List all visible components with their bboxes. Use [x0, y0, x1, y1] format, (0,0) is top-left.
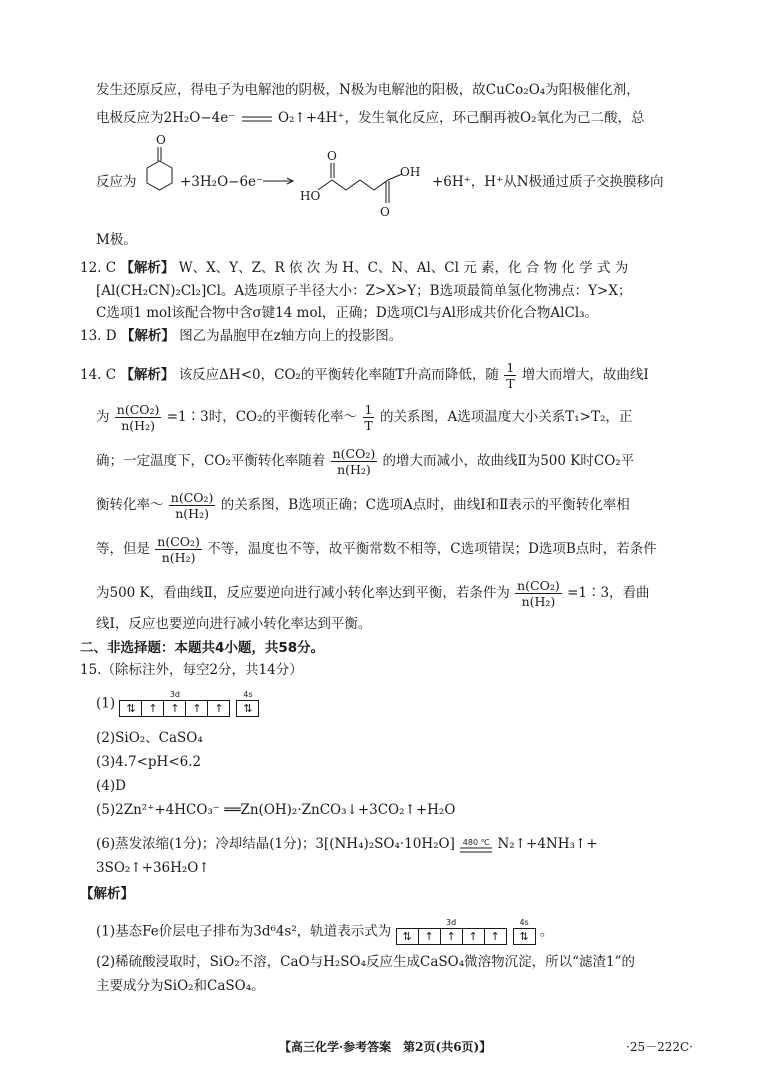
equals-arrow-icon — [459, 847, 493, 854]
text-line: 主要成分为SiO₂和CaSO₄。 — [96, 978, 265, 994]
orbital-diagram: 3d ⇅ ↑ ↑ ↑ ↑ 4s ⇅ — [119, 690, 259, 717]
answer-6: (6)蒸发浓缩(1分)；冷却结晶(1分)；3[(NH₄)₂SO₄·10H₂O] 480 ℃ N₂↑+4NH₃↑+ — [96, 836, 598, 852]
svg-text:O: O — [156, 134, 166, 147]
question-14: 14. C 【解析】 该反应ΔH<0，CO₂的平衡转化率随T升高而降低，随 $\frac{1}{T}$ 增大而增大，故曲线Ⅰ — [80, 360, 649, 391]
answer-3: (3)4.7<pH<6.2 — [96, 754, 202, 770]
orbital-box: ↑ — [419, 929, 441, 944]
question-13: 13. D 【解析】 图乙为晶胞甲在z轴方向上的投影图。 — [80, 328, 403, 344]
text-line: 确；一定温度下，CO₂平衡转化率随着 $\frac{\text{n(CO₂)}}{\text{n(H₂)}}$ 的增大而减小，故曲线Ⅱ为500 K时CO₂平 — [96, 446, 635, 477]
explanation-2: (2)稀硫酸浸取时，SiO₂不溶，CaO与H₂SO₄反应生成CaSO₄微溶物沉淀，所以“滤渣1”的 — [96, 954, 636, 970]
text-line: 反应为 — [96, 174, 137, 190]
adipic-acid-structure — [296, 148, 432, 220]
text-line: 衡转化率～ $\frac{\text{n(CO₂)}}{\text{n(H₂)}}$ 的关系图，B选项正确；C选项A点时，曲线Ⅰ和Ⅱ表示的平衡转化率相 — [96, 490, 630, 521]
text-line: 发生还原反应，得电子为电解池的阴极，N极为电解池的阳极，故CuCo₂O₄为阳极催化剂， — [96, 82, 640, 98]
cyclohexanone-structure — [140, 134, 180, 198]
orbital-box: ⇅ — [243, 702, 253, 715]
orbital-box: ↑ — [463, 929, 485, 944]
orbital-box: ↑ — [164, 701, 186, 716]
fraction: $\frac{1}{T}$ — [506, 360, 515, 391]
orbital-box: ↑ — [441, 929, 463, 944]
orbital-box: ↑ — [490, 930, 500, 943]
text-line: +6H⁺，H⁺从N极通过质子交换膜移向 — [432, 174, 664, 190]
orbital-box: ⇅ — [120, 701, 142, 716]
section-heading: 二、非选择题：本题共4小题，共58分。 — [80, 640, 325, 656]
answer-1: (1) 3d ⇅ ↑ ↑ ↑ ↑ 4s ⇅ — [96, 690, 259, 717]
svg-text:O: O — [380, 205, 390, 219]
footer-code: ·25－222C· — [626, 1040, 693, 1054]
fraction: $\frac{\text{n(CO₂)}}{\text{n(H₂)}}$ — [116, 402, 160, 433]
svg-text:OH: OH — [400, 165, 421, 179]
fraction: $\frac{\text{n(CO₂)}}{\text{n(H₂)}}$ — [332, 446, 376, 477]
text-line: [Al(CH₂CN)₂Cl₂]Cl。A选项原子半径大小：Z>X>Y；B选项最简单氢化物沸点：Y>X； — [96, 283, 632, 299]
question-15: 15.（除标注外，每空2分，共14分） — [80, 662, 303, 678]
answer-5: (5)2Zn²⁺+4HCO₃⁻ ══Zn(OH)₂·ZnCO₃↓+3CO₂↑+H₂O — [96, 802, 456, 818]
text-line: 为500 K，看曲线Ⅱ，反应要逆向进行减小转化率达到平衡，若条件为 $\frac{\text{n(CO₂)}}{\text{n(H₂)}}$ =1∶3，看曲 — [96, 578, 650, 609]
orbital-box: ↑ — [142, 701, 164, 716]
explanation-1: (1)基态Fe价层电子排布为3d⁶4s²，轨道表示式为 3d ⇅ ↑ ↑ ↑ ↑ 4s ⇅ 。 — [96, 918, 554, 943]
svg-text:HO: HO — [300, 189, 321, 203]
orbital-box: ↑ — [214, 702, 224, 715]
text-line: 3SO₂↑+36H₂O↑ — [96, 860, 210, 876]
text-line: 线Ⅰ，反应也要逆向进行减小转化率达到平衡。 — [96, 616, 372, 632]
text-line: 为 $\frac{\text{n(CO₂)}}{\text{n(H₂)}}$ =1∶3时，CO₂的平衡转化率～ $\frac{1}{T}$ 的关系图，A选项温度大小关系T₁>T₂，正 — [96, 402, 633, 433]
answer-4: (4)D — [96, 778, 126, 794]
fraction: $\frac{\text{n(CO₂)}}{\text{n(H₂)}}$ — [157, 534, 200, 565]
svg-text:O: O — [327, 149, 337, 163]
fraction: $\frac{1}{T}$ — [364, 402, 373, 433]
text-line: M极。 — [96, 232, 137, 248]
reaction-arrow-icon — [262, 176, 296, 186]
orbital-box: ⇅ — [519, 930, 529, 943]
analysis-heading: 【解析】 — [80, 886, 134, 902]
text-line: C选项1 mol该配合物中含σ键14 mol，正确；D选项Cl与Al形成共价化合物AlCl₃。 — [96, 305, 599, 321]
equals-arrow-icon — [240, 114, 274, 124]
question-12: 12. C 【解析】 W、X、Y、Z、R 依 次 为 H、C、N、Al、Cl 元 素，化 合 物 化 学 式 为 — [80, 260, 629, 276]
text-line: +3H₂O−6e⁻ — [180, 174, 264, 190]
orbital-diagram: 3d ⇅ ↑ ↑ ↑ ↑ 4s ⇅ — [396, 918, 536, 945]
heat-condition: 480 ℃ — [459, 838, 493, 854]
fraction: $\frac{\text{n(CO₂)}}{\text{n(H₂)}}$ — [170, 490, 214, 521]
orbital-box: ↑ — [186, 701, 208, 716]
orbital-box: ⇅ — [397, 929, 419, 944]
text-line: 等，但是 $\frac{\text{n(CO₂)}}{\text{n(H₂)}}$ 不等，温度也不等，故平衡常数不相等，C选项错误；D选项B点时，若条件 — [96, 534, 657, 565]
fraction: $\frac{\text{n(CO₂)}}{\text{n(H₂)}}$ — [517, 578, 560, 609]
answer-2: (2)SiO₂、CaSO₄ — [96, 730, 203, 746]
text-line: 电极反应为2H₂O−4e⁻ O₂↑+4H⁺，发生氧化反应，环己酮再被O₂氧化为己二酸，总 — [96, 110, 645, 126]
footer-title: 【高三化学·参考答案 第2页(共6页)】 — [279, 1040, 492, 1054]
